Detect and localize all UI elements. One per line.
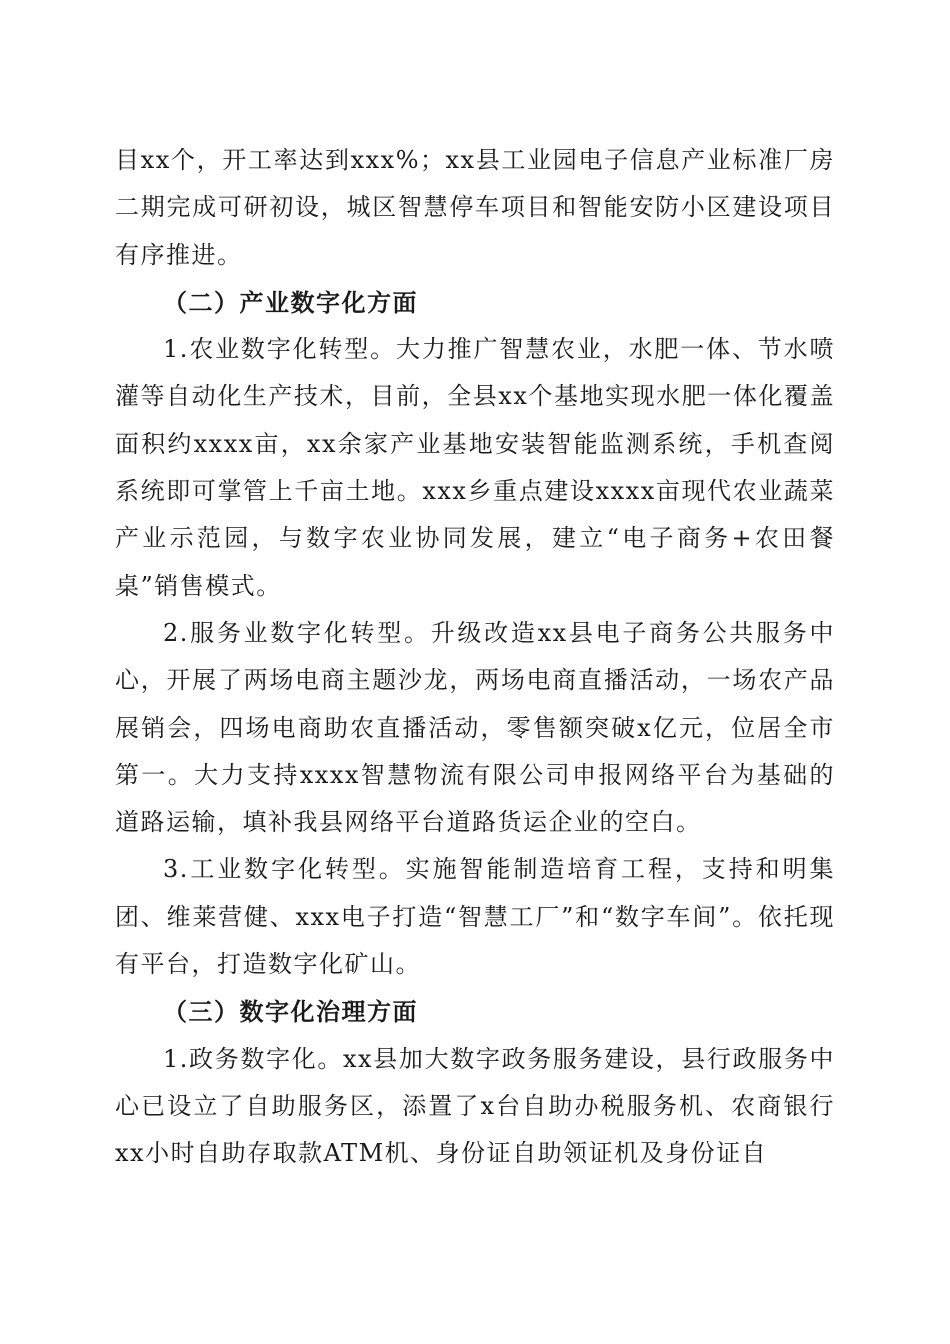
paragraph-agriculture-digitalization: 1.农业数字化转型。大力推广智慧农业，水肥一体、节水喷灌等自动化生产技术，目前，全县xx个基地实现水肥一体化覆盖面积约xxxx亩，xx余家产业基地安装智能监测系统，手机查阅系统即可掌管上千亩土地。xxx乡重点建设xxxx亩现代农业蔬菜产业示范园，与数字农业协同发展，建立“电子商务+农田餐桌”销售模式。 — [115, 335, 835, 600]
paragraph-service-digitalization: 2.服务业数字化转型。升级改造xx县电子商务公共服务中心，开展了两场电商主题沙龙，两场电商直播活动，一场农产品展销会，四场电商助农直播活动，零售额突破x亿元，位居全市第一。大力支持xxxx智慧物流有限公司申报网络平台为基础的道路运输，填补我县网络平台道路货运企业的空白。 — [115, 618, 835, 837]
continuation-paragraph: 目xx个，开工率达到xxx%；xx县工业园电子信息产业标准厂房二期完成可研初设，城区智慧停车项目和智能安防小区建设项目有序推进。 — [115, 146, 835, 269]
paragraph-industry-digitalization: 3.工业数字化转型。实施智能制造培育工程，支持和明集团、维莱营健、xxx电子打造“智慧工厂”和“数字车间”。依托现有平台，打造数字化矿山。 — [115, 855, 835, 979]
section-heading-industry-digitalization: （二）产业数字化方面 — [163, 287, 418, 317]
paragraph-government-digitalization: 1.政务数字化。xx县加大数字政务服务建设，县行政服务中心已设立了自助服务区，添置了x台自助办税服务机、农商银行xx小时自助存取款ATM机、身份证自助领证机及身份证自 — [115, 1044, 835, 1168]
section-heading-digital-governance: （三）数字化治理方面 — [163, 997, 418, 1027]
document-body — [115, 137, 835, 1178]
